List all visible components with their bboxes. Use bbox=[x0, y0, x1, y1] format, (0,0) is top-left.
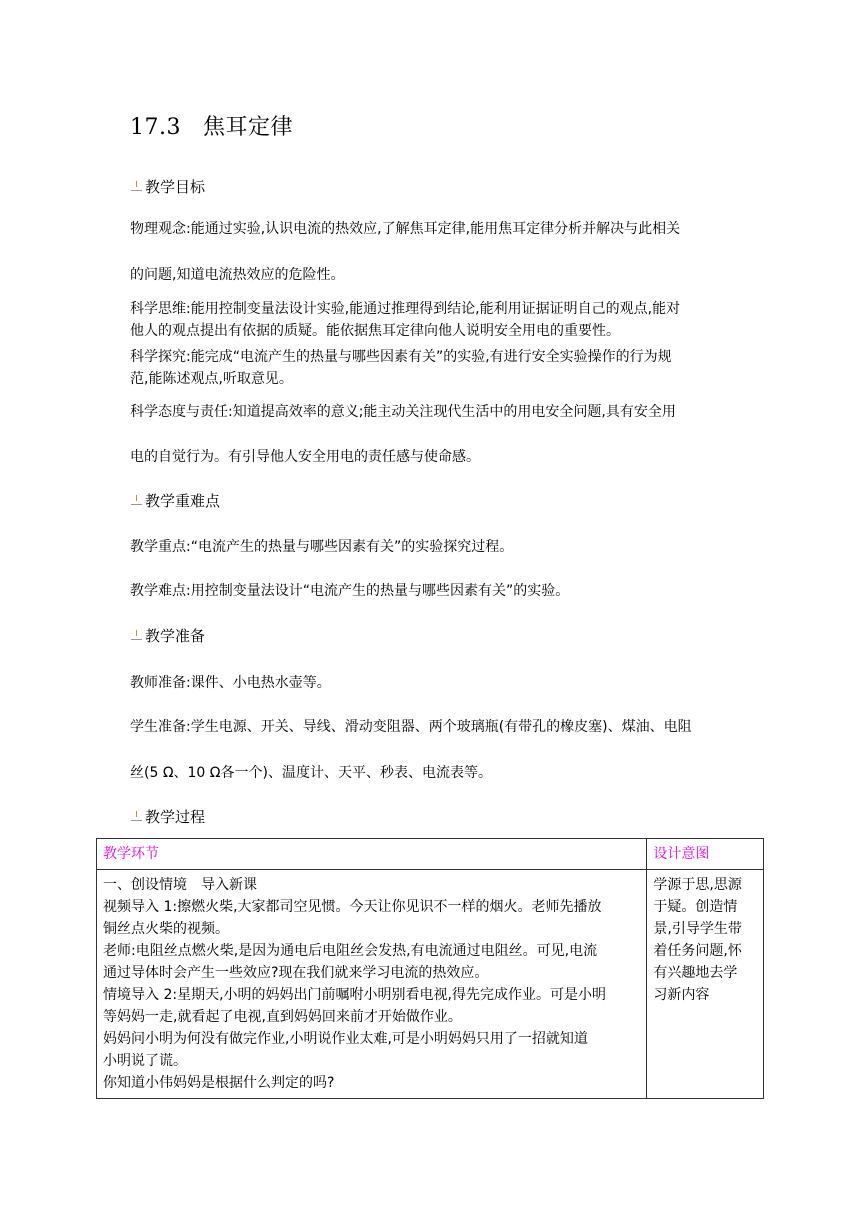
intent-line: 着任务问题,怀 bbox=[653, 943, 742, 959]
objective-line: 的问题,知道电流热效应的危险性。 bbox=[130, 267, 345, 283]
objective-line: 科学态度与责任:知道提高效率的意义;能主动关注现代生活中的用电安全问题,具有安全用 bbox=[130, 404, 676, 420]
intent-line: 有兴趣地去学 bbox=[653, 965, 738, 981]
objectives-heading-text: 教学目标 bbox=[145, 178, 206, 196]
keypoints-heading bbox=[130, 490, 220, 511]
teaching-focus: 教学重点:“电流产生的热量与哪些因素有关”的实验探究过程。 bbox=[130, 539, 514, 555]
stage-line: 一、创设情境 导入新课 bbox=[103, 877, 257, 893]
section-number: 17.3 bbox=[130, 115, 181, 140]
heading-marker-icon bbox=[130, 494, 143, 507]
stage-line: 情境导入 2:星期天,小明的妈妈出门前嘱咐小明别看电视,得先完成作业。可是小明 bbox=[103, 987, 606, 1003]
preparation-heading bbox=[130, 625, 205, 646]
intent-line: 景,引导学生带 bbox=[653, 921, 742, 937]
heading-marker-icon bbox=[130, 810, 143, 823]
teaching-difficulty: 教学难点:用控制变量法设计“电流产生的热量与哪些因素有关”的实验。 bbox=[130, 583, 570, 599]
objective-line: 电的自觉行为。有引导他人安全用电的责任感与使命感。 bbox=[130, 449, 480, 465]
preparation-heading-text: 教学准备 bbox=[145, 627, 206, 645]
heading-marker-icon bbox=[130, 180, 143, 193]
objective-line: 范,能陈述观点,听取意见。 bbox=[130, 371, 293, 387]
section-title: 焦耳定律 bbox=[202, 115, 293, 140]
process-heading-text: 教学过程 bbox=[145, 808, 206, 826]
table-row bbox=[97, 870, 764, 1099]
teacher-preparation: 教师准备:课件、小电热水壶等。 bbox=[130, 675, 331, 691]
design-intent-cell bbox=[647, 870, 764, 1099]
student-preparation-line: 丝(5 Ω、10 Ω各一个)、温度计、天平、秒表、电流表等。 bbox=[130, 765, 492, 781]
stage-line: 你知道小伟妈妈是根据什么判定的吗? bbox=[103, 1075, 335, 1091]
teaching-process-table bbox=[96, 838, 764, 1099]
student-preparation-line: 学生准备:学生电源、开关、导线、滑动变阻器、两个玻璃瓶(有带孔的橡皮塞)、煤油、电阻 bbox=[130, 719, 692, 735]
page-title bbox=[130, 110, 293, 141]
objective-line: 科学思维:能用控制变量法设计实验,能通过推理得到结论,能利用证据证明自己的观点,能对 bbox=[130, 301, 681, 317]
keypoints-heading-text: 教学重难点 bbox=[145, 492, 221, 510]
stage-line: 老师:电阻丝点燃火柴,是因为通电后电阻丝会发热,有电流通过电阻丝。可见,电流 bbox=[103, 943, 598, 959]
column-header-intent: 设计意图 bbox=[647, 839, 764, 870]
objective-line: 物理观念:能通过实验,认识电流的热效应,了解焦耳定律,能用焦耳定律分析并解决与此相关 bbox=[130, 221, 681, 237]
table-header-row bbox=[97, 839, 764, 870]
stage-line: 等妈妈一走,就看起了电视,直到妈妈回来前才开始做作业。 bbox=[103, 1009, 462, 1025]
stage-line: 妈妈问小明为何没有做完作业,小明说作业太难,可是小明妈妈只用了一招就知道 bbox=[103, 1031, 588, 1047]
stage-line: 通过导体时会产生一些效应?现在我们就来学习电流的热效应。 bbox=[103, 965, 489, 981]
stage-line: 视频导入 1:擦燃火柴,大家都司空见惯。今天让你见识不一样的烟火。老师先播放 bbox=[103, 899, 602, 915]
intent-line: 习新内容 bbox=[653, 987, 710, 1003]
intent-line: 学源于思,思源 bbox=[653, 877, 742, 893]
objectives-heading bbox=[130, 176, 205, 197]
objective-line: 他人的观点提出有依据的质疑。能依据焦耳定律向他人说明安全用电的重要性。 bbox=[130, 323, 620, 339]
stage-content-cell bbox=[97, 870, 647, 1099]
stage-line: 铜丝点火柴的视频。 bbox=[103, 921, 229, 937]
stage-line: 小明说了谎。 bbox=[103, 1053, 187, 1069]
intent-line: 于疑。创造情 bbox=[653, 899, 738, 915]
process-heading bbox=[130, 806, 205, 827]
objective-line: 科学探究:能完成“电流产生的热量与哪些因素有关”的实验,有进行安全实验操作的行为规 bbox=[130, 349, 672, 365]
heading-marker-icon bbox=[130, 629, 143, 642]
column-header-stage: 教学环节 bbox=[97, 839, 647, 870]
